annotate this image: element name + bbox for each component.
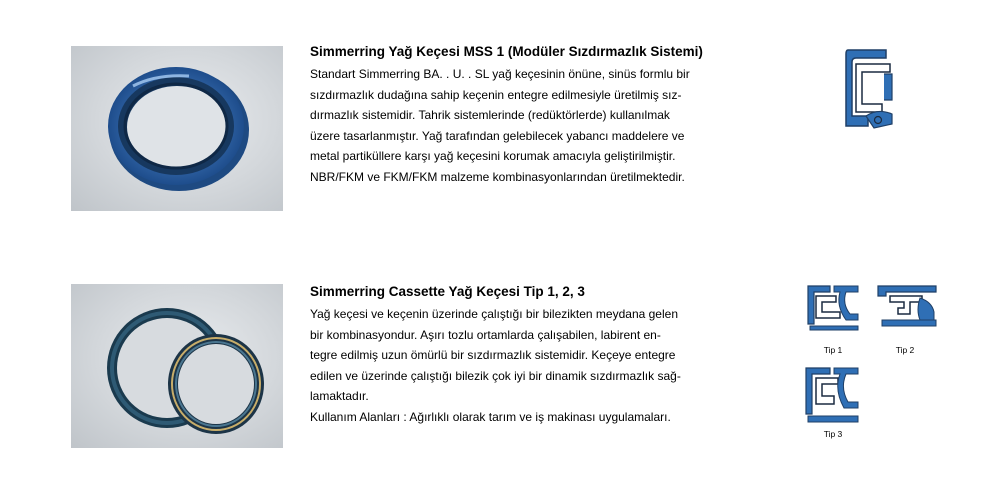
section-mss1 xyxy=(310,44,750,187)
mss1-cross-section-diagram xyxy=(838,44,898,134)
tip3-cross-section-diagram xyxy=(804,366,862,424)
seal-photo-cassette xyxy=(71,284,283,448)
body-line: NBR/FKM ve FKM/FKM malzeme kombinasyonlarından üretilmektedir. xyxy=(310,169,685,184)
body-line: bir kombinasyondur. Aşırı tozlu ortamlarda çalışabilen, labirent en- xyxy=(310,327,661,342)
body-line: dırmazlık sistemidir. Tahrik sistemlerinde (redüktörlerde) kullanılmak xyxy=(310,108,670,122)
body-line: Kullanım Alanları : Ağırlıklı olarak tarım ve iş makinası uygulamaları. xyxy=(310,409,671,424)
tip1-cross-section-diagram xyxy=(806,284,862,332)
body-line: lamaktadır. xyxy=(310,389,369,403)
tip1-label: Tip 1 xyxy=(823,345,843,355)
mss1-seal-image xyxy=(71,46,283,211)
section-cassette xyxy=(310,284,750,427)
body-line: Standart Simmerring BA. . U. . SL yağ keçesinin önüne, sinüs formlu bir xyxy=(310,67,690,81)
section-title: Simmerring Cassette Yağ Keçesi Tip 1, 2, 3 xyxy=(310,284,585,299)
seal-photo-mss1 xyxy=(71,46,283,211)
body-line: sızdırmazlık dudağına sahip keçenin entegre edilmesiyle üretilmiş sız- xyxy=(310,87,682,102)
cassette-seal-image xyxy=(71,284,283,448)
body-line: metal partiküllere karşı yağ keçesini korumak amacıyla geliştirilmiştir. xyxy=(310,149,676,163)
body-line: üzere tasarlanmıştır. Yağ tarafından gelebilecek yabancı maddelere ve xyxy=(310,128,685,143)
body-line: Yağ keçesi ve keçenin üzerinde çalıştığı bir bilezikten meydana gelen xyxy=(310,307,678,321)
tip2-cross-section-diagram xyxy=(876,284,940,330)
section-title: Simmerring Yağ Keçesi MSS 1 (Modüler Sızdırmazlık Sistemi) xyxy=(310,44,703,59)
body-line: edilen ve üzerinde çalıştığı bilezik çok iyi bir dinamik sızdırmazlık sağ- xyxy=(310,368,681,383)
tip3-label: Tip 3 xyxy=(823,429,843,439)
tip2-label: Tip 2 xyxy=(895,345,915,355)
body-line: tegre edilmiş uzun ömürlü bir sızdırmazlık sistemidir. Keçeye entegre xyxy=(310,348,676,362)
